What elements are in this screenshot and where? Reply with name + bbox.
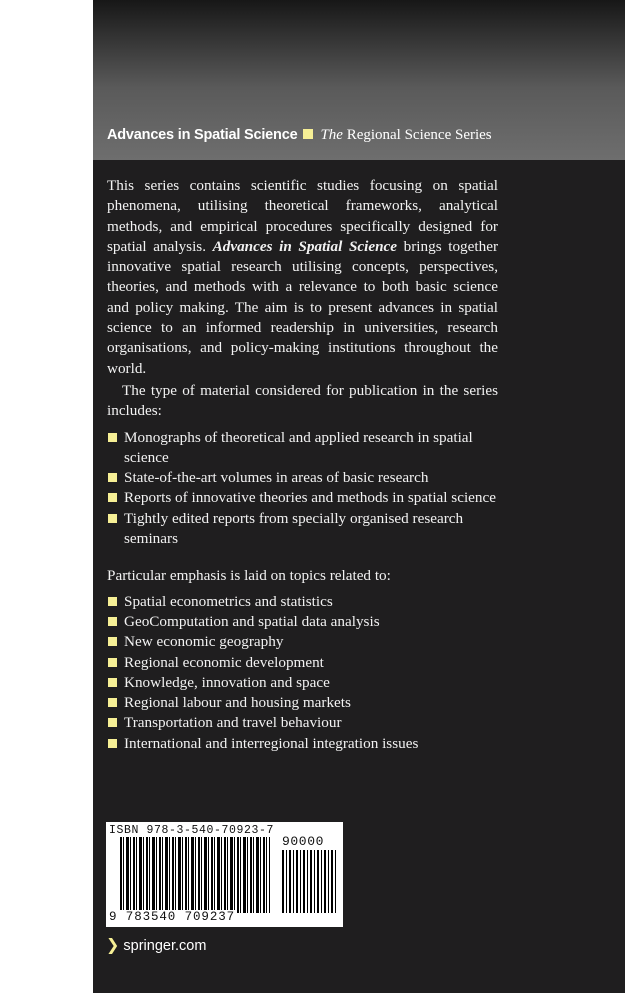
series-subtitle: The Regional Science Series — [320, 127, 492, 143]
square-bullet-icon — [108, 739, 117, 748]
square-bullet-icon — [108, 637, 117, 646]
square-bullet-icon — [108, 698, 117, 707]
publisher-link[interactable] — [106, 935, 206, 955]
emphasis-intro: Particular emphasis is laid on topics related to: — [107, 567, 391, 585]
series-description: This series contains scientific studies focusing on spatial phenomena, utilising theoretical frameworks, analytical methods, and empirical procedures specifically designed for spatial analysis. Advances in Spatial Science brings together innovative spatial research utilising concepts, perspectives, theories, and methods with a relevance to both basic science and policy making. The aim is to present advances in spatial science to an informed readership in universities, research organisations, and policy-making institutions throughout the world. — [107, 177, 499, 377]
square-bullet-icon — [108, 678, 117, 687]
isbn-number: ISBN 978-3-540-70923-7 — [109, 824, 275, 837]
square-bullet-icon — [108, 493, 117, 502]
barcode-bars-icon — [120, 837, 270, 913]
list-item: Monographs of theoretical and applied research in spatial science — [107, 428, 498, 469]
isbn-barcode — [106, 822, 343, 927]
list-item: GeoComputation and spatial data analysis — [107, 612, 498, 632]
material-intro: The type of material considered for publication in the series includes: — [107, 381, 498, 420]
square-bullet-icon — [108, 597, 117, 606]
barcode-addon-code: 90000 — [282, 834, 325, 849]
ean-digits: 9 783540 709237 — [109, 910, 236, 924]
square-bullet-icon — [108, 433, 117, 442]
description-body — [107, 176, 498, 754]
series-title-line — [107, 127, 492, 144]
list-item: Knowledge, innovation and space — [107, 673, 498, 693]
square-bullet-icon — [108, 617, 117, 626]
list-item: Regional economic development — [107, 653, 498, 673]
square-bullet-icon — [303, 129, 313, 139]
chevron-right-icon: ❯ — [106, 937, 120, 954]
list-item: New economic geography — [107, 632, 498, 652]
list-item: Spatial econometrics and statistics — [107, 592, 498, 612]
series-name-emphasis: Advances in Spatial Science — [212, 237, 398, 255]
square-bullet-icon — [108, 514, 117, 523]
website-text: springer.com — [123, 938, 207, 954]
back-cover — [93, 0, 625, 993]
addon-bars-icon — [282, 850, 336, 913]
list-item: Transportation and travel behaviour — [107, 713, 498, 733]
square-bullet-icon — [108, 658, 117, 667]
materials-list — [107, 428, 498, 550]
list-item: International and interregional integration issues — [107, 734, 498, 754]
list-item: Reports of innovative theories and methods in spatial science — [107, 488, 498, 508]
square-bullet-icon — [108, 473, 117, 482]
header-band — [93, 0, 625, 160]
list-item: State-of-the-art volumes in areas of basic research — [107, 468, 498, 488]
series-name: Advances in Spatial Science — [107, 127, 298, 143]
list-item: Tightly edited reports from specially organised research seminars — [107, 509, 498, 550]
square-bullet-icon — [108, 718, 117, 727]
list-item: Regional labour and housing markets — [107, 693, 498, 713]
topics-list — [107, 592, 498, 754]
